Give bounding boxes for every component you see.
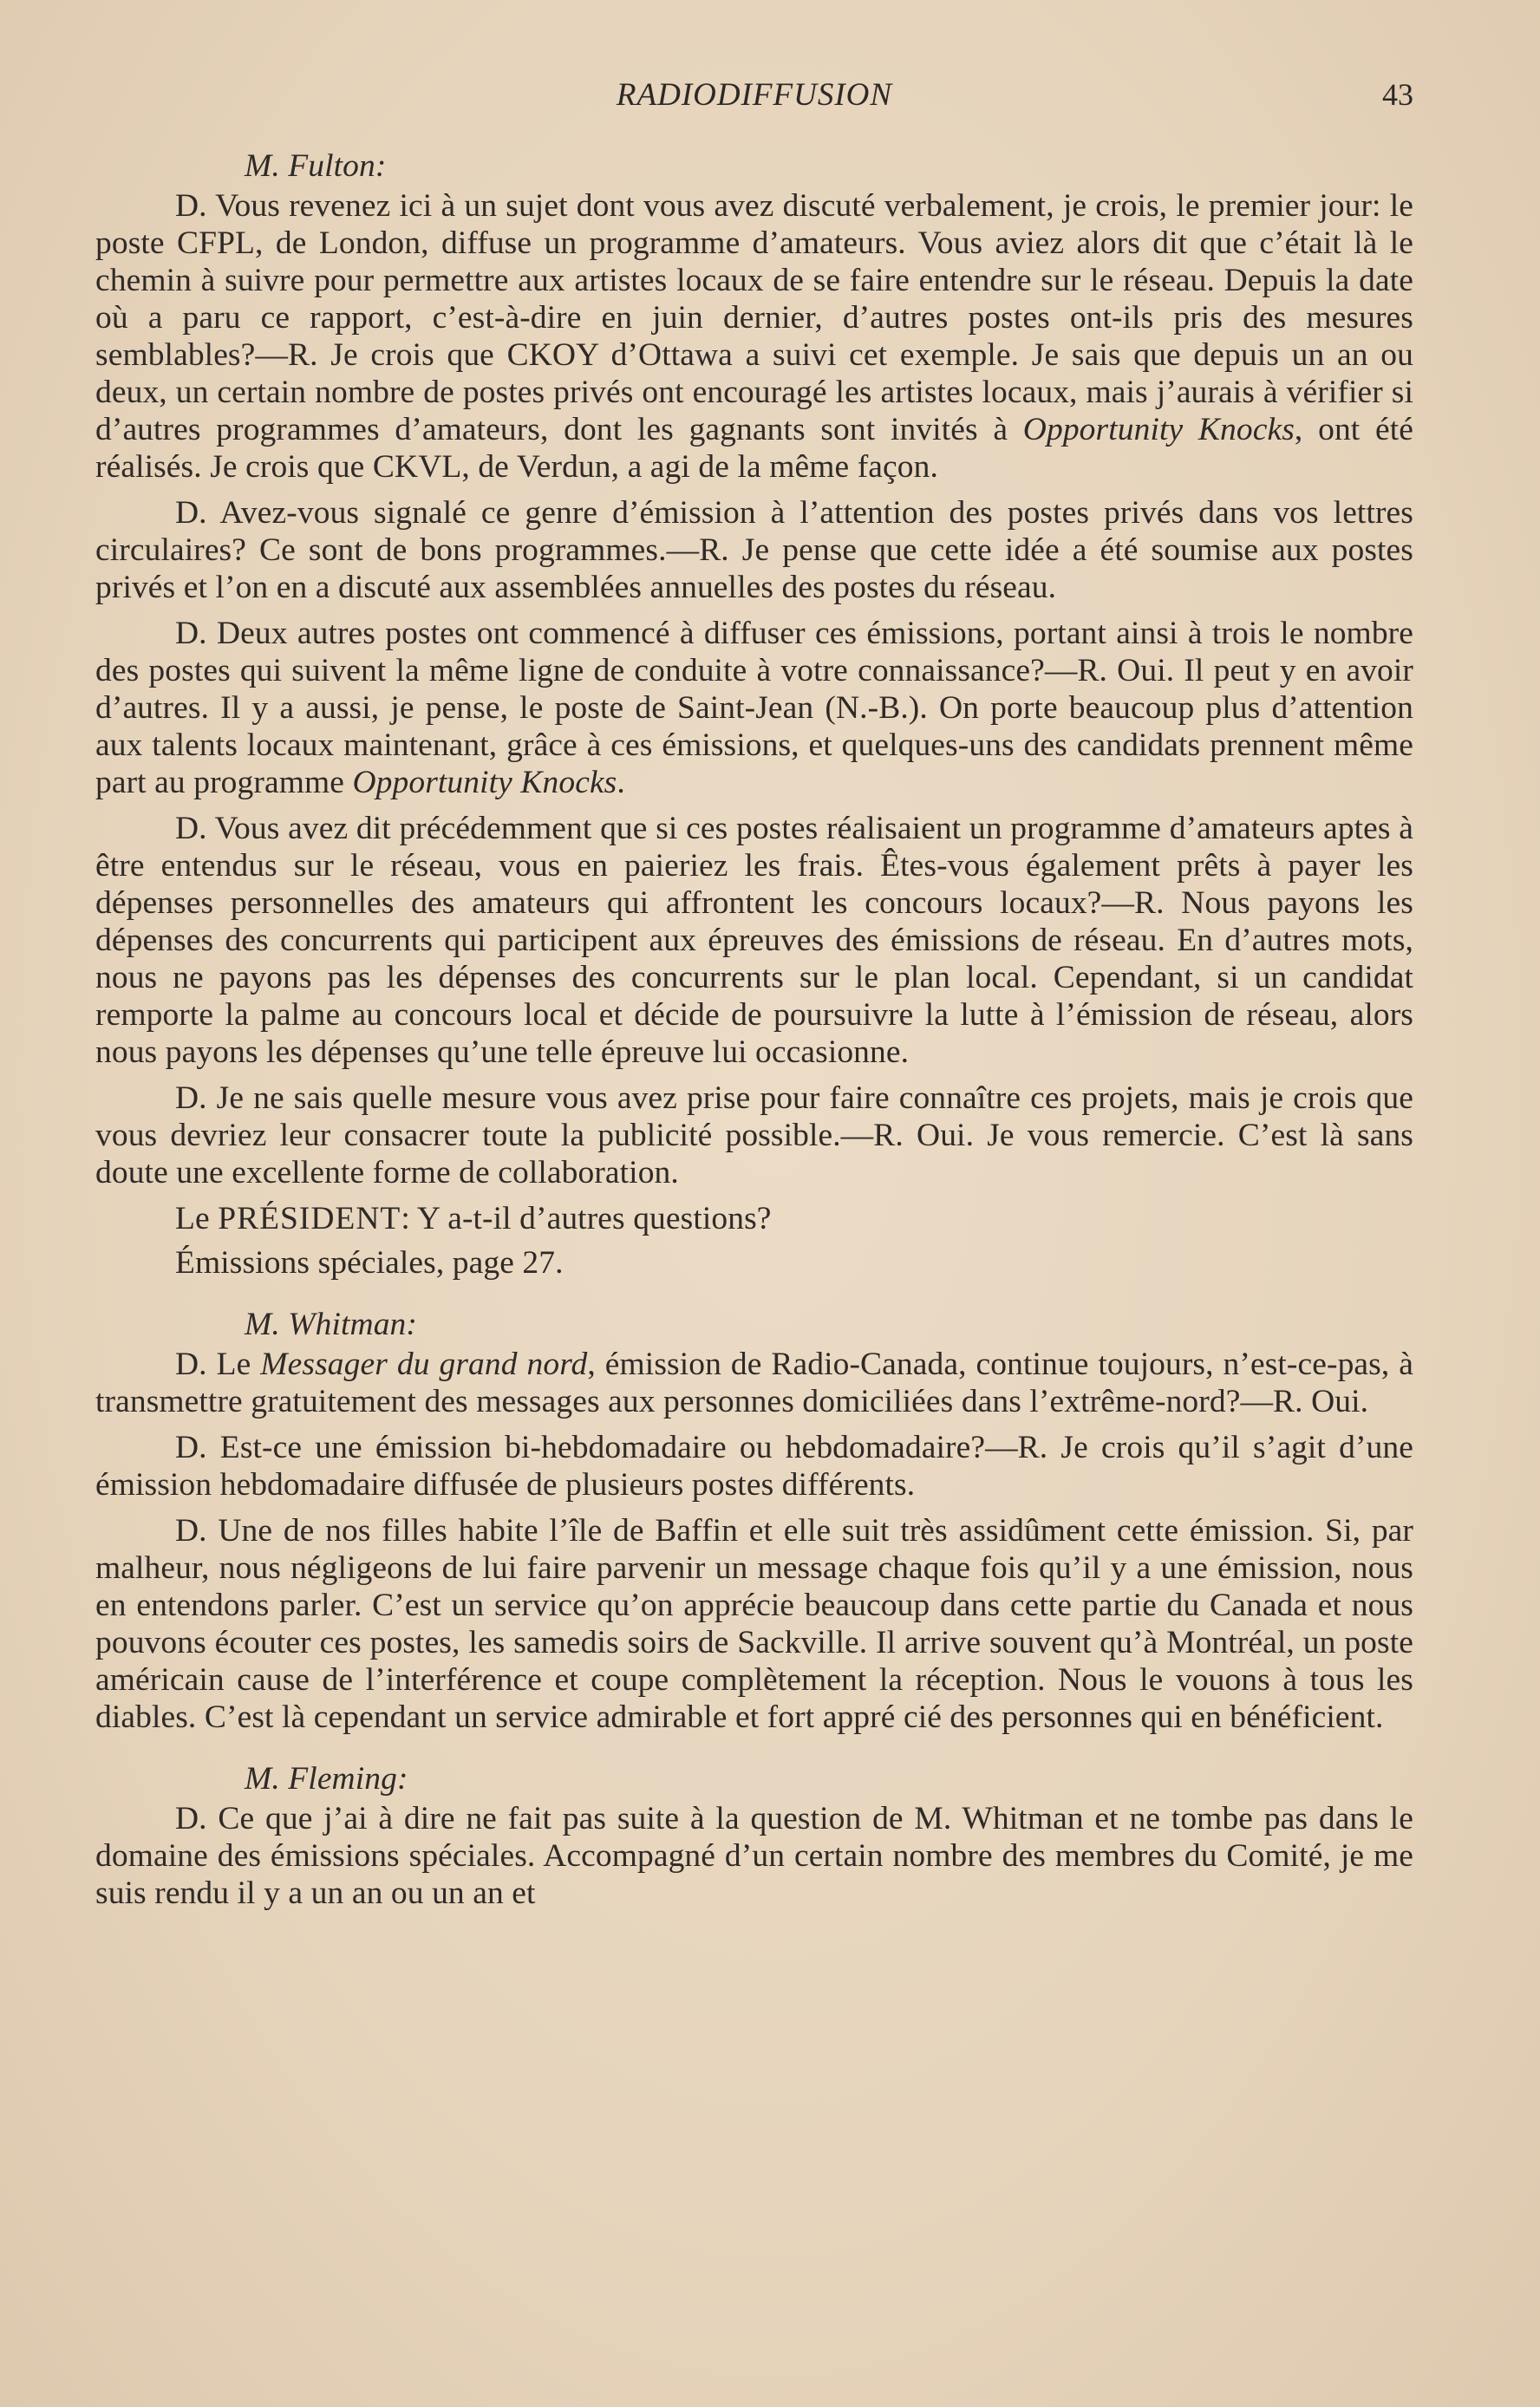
paragraph-text: D. Le	[175, 1347, 261, 1382]
running-header	[95, 76, 1413, 120]
paragraph-fulton-2: D. Avez-vous signalé ce genre d’émission à l’attention des postes privés dans vos lettres circulaires? Ce sont de bons programmes.—R. Je pense que cette idée a été soumise aux postes privés et l’on en a discuté aux assemblées annuelles des postes du réseau.	[95, 495, 1413, 605]
speaker-whitman: M. Whitman:	[245, 1307, 417, 1342]
page-number: 43	[1382, 77, 1413, 112]
president-lead: Le	[175, 1201, 219, 1236]
paragraph-text-tail: , émission de Radio-Canada, continue toujours, n’est-ce-pas, à transmettre gratuitement des messages aux personnes domiciliées dans l’extrême-nord?—R. Oui.	[95, 1347, 1414, 1419]
paragraph-special-broadcasts: Émissions spéciales, page 27.	[175, 1245, 564, 1281]
page-body	[95, 147, 1413, 1921]
president-label: PRÉSIDENT	[218, 1201, 401, 1236]
paragraph-text-tail: .	[617, 765, 625, 800]
paragraph-text: D. Deux autres postes ont commencé à diffuser ces émissions, portant ainsi à trois le nombre des postes qui suivent la même ligne de conduite à votre connaissance?—R. Oui. Il peut y en avoir d’autres. Il y a aussi, je pense, le poste de Saint-Jean (N.-B.). On porte beaucoup plus d’attention aux talents locaux maintenant, grâce à ces émissions, et quelques-uns des candidats prennent même part au programme	[95, 616, 1413, 800]
program-title: Opportunity Knocks	[352, 765, 617, 800]
paragraph-text: D. Vous revenez ici à un sujet dont vous avez discuté verbalement, je crois, le premier jour: le poste CFPL, de London, diffuse un programme d’amateurs. Vous aviez alors dit que c’était là le chemin à suivre pour permettre aux artistes locaux de se faire entendre sur le réseau. Depuis la date où a paru ce rapport, c’est-à-dire en juin dernier, d’autres postes ont-ils pris des mesures semblables?—R. Je crois que CKOY d’Ottawa a suivi cet exemple. Je sais que depuis un an ou deux, un certain nombre de postes privés ont encouragé les artistes locaux, mais j’aurais à vérifier si d’autres programmes d’amateurs, dont les gagnants sont invités à	[95, 188, 1413, 447]
paragraph-fulton-1	[95, 187, 1413, 486]
paragraph-fulton-4: D. Vous avez dit précédemment que si ces postes réalisaient un programme d’amateurs aptes à être entendus sur le réseau, vous en paieriez les frais. Êtes-vous également prêts à payer les dépenses personnelles des amateurs qui affrontent les concours locaux?—R. Nous payons les dépenses des concurrents qui participent aux épreuves des émissions de réseau. En d’autres mots, nous ne payons pas les dépenses des concurrents sur le plan local. Cependant, si un candidat remporte la palme au concours local et décide de poursuivre la lutte à l’émission de réseau, alors nous payons les dépenses qu’une telle épreuve lui occasionne.	[95, 811, 1413, 1070]
paragraph-text-tail: , ont été réalisés. Je crois que CKVL, de Verdun, a agi de la même façon.	[95, 412, 1414, 485]
paragraph-whitman-3: D. Une de nos filles habite l’île de Baffin et elle suit très assidûment cette émission. Si, par malheur, nous négligeons de lui faire parvenir un message chaque fois qu’il y a une émission, nous en entendons parler. C’est un service qu’on apprécie beaucoup dans cette partie du Canada et nous pouvons écouter ces postes, les samedis soirs de Sackville. Il arrive souvent qu’à Montréal, un poste américain cause de l’interférence et coupe complètement la réception. Nous le vouons à tous les diables. C’est là cependant un service admirable et fort appré cié des personnes qui en bénéficient.	[95, 1513, 1413, 1735]
paragraph-whitman-2: D. Est-ce une émission bi-hebdomadaire ou hebdomadaire?—R. Je crois qu’il s’agit d’une émission hebdomadaire diffusée de plusieurs postes différents.	[95, 1430, 1413, 1503]
president-question: : Y a-t-il d’autres questions?	[401, 1201, 772, 1236]
paragraph-president	[95, 1200, 1413, 1237]
header-title: RADIODIFFUSION	[616, 77, 893, 113]
paragraph-fulton-3	[95, 615, 1413, 801]
speaker-fleming: M. Fleming:	[245, 1761, 408, 1797]
program-title: Messager du grand nord	[260, 1347, 588, 1382]
paragraph-whitman-1	[95, 1346, 1413, 1420]
speaker-fulton: M. Fulton:	[245, 148, 387, 184]
paragraph-fulton-5: D. Je ne sais quelle mesure vous avez prise pour faire connaître ces projets, mais je crois que vous devriez leur consacrer toute la publicité possible.—R. Oui. Je vous remercie. C’est là sans doute une excellente forme de collaboration.	[95, 1080, 1413, 1190]
paragraph-fleming-1: D. Ce que j’ai à dire ne fait pas suite à la question de M. Whitman et ne tombe pas dans le domaine des émissions spéciales. Accompagné d’un certain nombre des membres du Comité, je me suis rendu il y a un an ou un an et	[95, 1801, 1413, 1911]
program-title: Opportunity Knocks	[1022, 412, 1295, 447]
